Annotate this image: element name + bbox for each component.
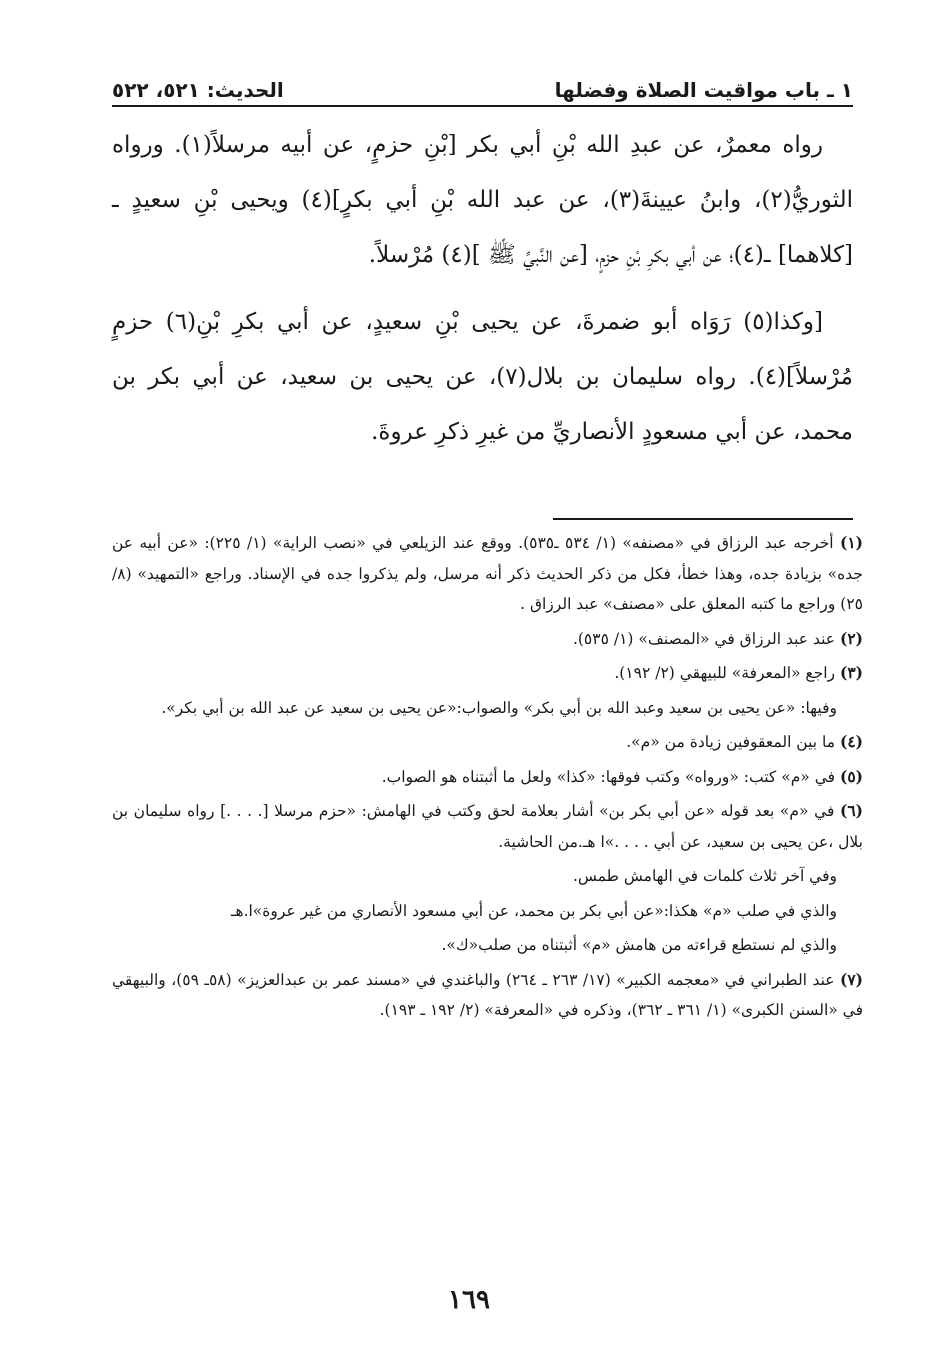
footnote-text: في «م» بعد قوله «عن أبي بكر بن» أشار بعلامة لحق وكتب في الهامش: «حزم مرسلا [. . . .] رواه سليمان بن بلال ،عن يحيى بن سعيد، عن أبي . . . .»ا هـ.من الحاشية. <box>112 802 863 851</box>
footnote-text: عند الطبراني في «معجمه الكبير» (١٧/ ٢٦٣ ـ ٢٦٤) والباغندي في «مسند عمر بن عبدالعزيز» (٥٨ـ ٥٩)، والبيهقي في «السنن الكبرى» (١/ ٣٦١ ـ ٣٦٢)، وذكره في «المعرفة» (٢/ ١٩٢ ـ ١٩٣). <box>112 970 863 1019</box>
footnote-text: في «م» كتب: «ورواه» وكتب فوقها: «كذا» ولعل ما أثبتناه هو الصواب. <box>381 767 836 786</box>
footnote-3 <box>112 658 863 689</box>
footnote-6-continuation: والذي لم نستطع قراءته من هامش «م» أثبتناه من صلب«ك». <box>441 936 837 954</box>
footnote-text: عند عبد الرزاق في «المصنف» (١/ ٥٣٥). <box>572 629 836 648</box>
footnote-7 <box>112 965 863 1026</box>
footnote-text: أخرجه عبد الرزاق في «مصنفه» (١/ ٥٣٤ ـ٥٣٥). ووقع عند الزيلعي في «نصب الراية» (١/ ٢٢٥): «عن أبيه عن جده» بزيادة جده، وهذا خطأ، فكل من ذكر الحديث ذكر أنه مرسل، ولم يذكروا جده في الإسناد. وراجع «التمهيد» (٨/ ٢٥) وراجع ما كتبه المعلق على «مصنف» عبد الرزاق . <box>112 534 863 613</box>
footnote-number: (٧) <box>839 969 863 989</box>
footnote-6 <box>112 796 863 857</box>
chapter-title: ١ ـ باب مواقيت الصلاة وفضلها <box>554 78 853 102</box>
footnote-number: (٣) <box>839 663 863 682</box>
footnote-1 <box>112 528 863 620</box>
page-header <box>112 62 853 102</box>
footnote-number: (٢) <box>839 628 863 648</box>
footnote-3-continuation: وفيها: «عن يحيى بن سعيد وعبد الله بن أبي بكر» والصواب:«عن يحيى بن سعيد عن عبد الله بن أبي بكر». <box>161 698 837 717</box>
footnote-text: راجع «المعرفة» للبيهقي (٢/ ١٩٢). <box>614 664 836 682</box>
header-divider <box>112 105 853 107</box>
main-paragraph: [وكذا(٥) رَوَاه أبو ضمرةَ، عن يحيى بْنِ سعيدٍ، عن أبي بكرِ بْنِ(٦) حزمٍ مُرْسلاً](٤). رواه سليمان بن بلال(٧)، عن يحيى بن سعيد، عن أبي بكر بن محمد، عن أبي مسعودٍ الأنصاريِّ من غيرِ ذكرِ عروةَ. <box>112 309 853 445</box>
footnotes <box>112 528 863 1030</box>
footnote-text: ما بين المعقوفين زيادة من «م». <box>626 733 836 751</box>
footnote-number: (١) <box>839 533 863 552</box>
main-text <box>112 118 853 472</box>
footnote-number: (٤) <box>839 732 863 751</box>
page-number: ١٦٩ <box>448 1285 490 1315</box>
footnote-number: (٥) <box>839 766 863 786</box>
footnote-6-continuation: وفي آخر ثلاث كلمات في الهامش طمس. <box>572 867 837 885</box>
footnote-4 <box>112 727 863 758</box>
footnote-divider <box>553 518 853 520</box>
main-paragraph: رواه معمرٌ، عن عبدِ الله بْنِ أبي بكر [بْنِ حزمٍ، عن أبيه مرسلاً(١). ورواه الثوريُّ(٢)، وابنُ عيينةَ(٣)، عن عبد الله بْنِ أبي بكرٍ](٤) ويحيى بْنِ سعيدٍ ـ [كلاهما] ـ(٤)؛ عن أبي بكرِ بْنِ حزمٍ، [عن النَّبيِّ ﷺ ](٤) مُرْسلاً. <box>112 132 854 268</box>
footnote-2 <box>112 624 863 655</box>
footnote-6-continuation: والذي في صلب «م» هكذا:«عن أبي بكر بن محمد، عن أبي مسعود الأنصاري من غير عروة»ا.هـ <box>230 901 837 920</box>
hadith-numbers: الحديث: ٥٢١، ٥٢٢ <box>112 78 284 102</box>
footnote-number: (٦) <box>839 801 863 820</box>
footnote-5 <box>112 762 863 793</box>
